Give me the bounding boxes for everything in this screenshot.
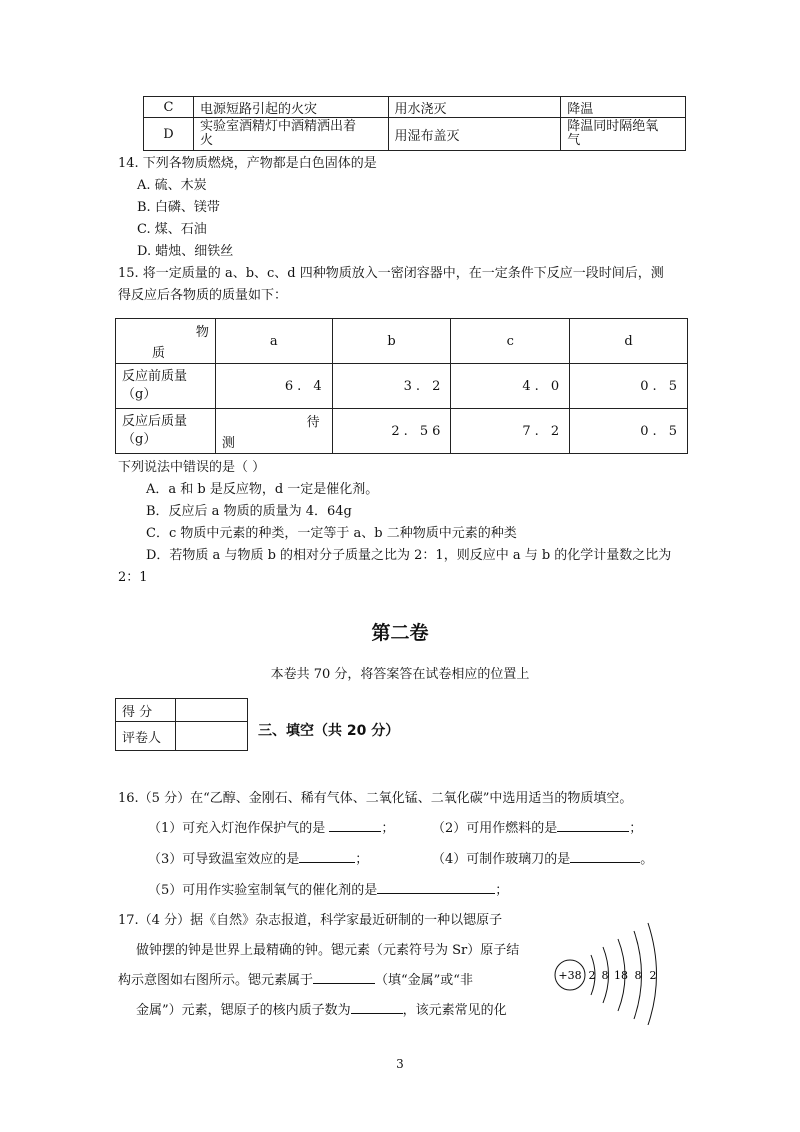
atom-diagram (550, 915, 670, 1025)
answer-blank[interactable] (329, 818, 381, 832)
question-17-line2: 做钟摆的钟是世界上最精确的钟。锶元素（元素符号为 Sr）原子结 (136, 943, 520, 958)
fire-principle-line: 气 (567, 133, 581, 148)
table-row (116, 409, 688, 454)
semicolon: ； (629, 821, 643, 836)
col-header-c: c (451, 319, 570, 364)
row-label: D (144, 118, 194, 151)
fire-cause (193, 118, 388, 151)
electron-count: 2 (588, 969, 596, 982)
fire-cause-line: 火 (199, 133, 213, 148)
fire-cause-line: 实验室酒精灯中酒精洒出着 (199, 119, 356, 134)
question-17-line1: 17.（4 分）据《自然》杂志报道，科学家最近研制的一种以锶原子 (118, 913, 503, 928)
table-cell: 4. 0 (451, 364, 570, 409)
header-corner-top: 物 (195, 325, 209, 340)
electron-count: 8 (601, 969, 609, 982)
row-label-line: 反应后质量 (122, 414, 188, 429)
table-cell: 0. 5 (570, 364, 688, 409)
part-two-title: 第二卷 (371, 622, 429, 644)
fire-principle (561, 118, 686, 151)
q16-item-4 (432, 848, 653, 867)
q15-option-d: D．若物质 a 与物质 b 的相对分子质量之比为 2：1，则反应中 a 与 b 的化学计量数之比为 (146, 548, 672, 563)
question-17-line3 (118, 969, 473, 988)
period: 。 (640, 852, 654, 867)
question-15-ask: 下列说法中错误的是（ ） (118, 460, 266, 475)
table-row (116, 319, 688, 364)
score-box (115, 698, 248, 751)
score-label: 得 分 (116, 699, 176, 722)
question-17-line4 (136, 999, 507, 1018)
table-row (144, 118, 686, 151)
q16-item-3-text: （3）可导致温室效应的是 (148, 852, 300, 867)
semicolon: ； (495, 883, 509, 898)
score-value (175, 699, 247, 722)
semicolon: ； (381, 821, 395, 836)
electron-count: 8 (634, 969, 642, 982)
table-cell: 0. 5 (570, 409, 688, 454)
table-row (116, 722, 248, 751)
col-header-b: b (332, 319, 451, 364)
mass-table (115, 318, 688, 454)
q16-item-1-text: （1）可充入灯泡作保护气的是 (148, 821, 326, 836)
answer-blank[interactable] (377, 880, 495, 894)
page-number: 3 (396, 1057, 404, 1071)
answer-blank[interactable] (557, 818, 629, 832)
fire-principle-line: 降温同时隔绝氧 (567, 119, 659, 134)
row-label (116, 364, 216, 409)
col-header-d: d (570, 319, 688, 364)
header-corner (116, 319, 216, 364)
q15-option-a: A．a 和 b 是反应物，d 一定是催化剂。 (146, 482, 379, 497)
q17-line4-text-b: ，该元素常见的化 (402, 1003, 507, 1018)
q15-option-b: B．反应后 a 物质的质量为 4．64g (146, 504, 352, 519)
q15-option-c: C．c 物质中元素的种类，一定等于 a、b 二种物质中元素的种类 (146, 526, 517, 541)
row-label (116, 409, 216, 454)
fire-table (143, 96, 686, 151)
table-row (116, 699, 248, 722)
row-label-line: 反应前质量 (122, 369, 188, 384)
fire-method: 用湿布盖灭 (388, 118, 561, 151)
table-row (144, 97, 686, 118)
grader-label: 评卷人 (116, 722, 176, 751)
fire-method: 用水浇灭 (388, 97, 561, 118)
q14-option-c: C. 煤、石油 (137, 222, 207, 237)
fire-principle: 降温 (561, 97, 686, 118)
pending-bottom: 测 (221, 436, 235, 451)
answer-blank[interactable] (570, 849, 640, 863)
table-cell: 3. 2 (332, 364, 451, 409)
q15-option-d-wrap: 2：1 (118, 570, 148, 585)
q16-item-2-text: （2）可用作燃料的是 (432, 821, 558, 836)
section-heading: 三、填空（共 20 分） (258, 723, 400, 739)
semicolon: ； (355, 852, 369, 867)
q14-option-b: B. 白磷、镁带 (137, 200, 220, 215)
table-cell: 6. 4 (215, 364, 332, 409)
part-two-instruction: 本卷共 70 分，将答案答在试卷相应的位置上 (270, 667, 530, 682)
header-corner-bottom: 质 (152, 346, 166, 361)
table-cell: 7. 2 (451, 409, 570, 454)
q17-line3-text: 构示意图如右图所示。锶元素属于 (118, 973, 314, 988)
q14-option-d: D. 蜡烛、细铁丝 (137, 244, 234, 259)
fire-cause: 电源短路引起的火灾 (193, 97, 388, 118)
table-cell: 2. 56 (332, 409, 451, 454)
row-label: C (144, 97, 194, 118)
answer-blank[interactable] (299, 849, 355, 863)
nucleus-label: +38 (558, 969, 582, 982)
row-label-line: （g） (122, 387, 157, 402)
answer-blank[interactable] (351, 1000, 403, 1014)
answer-blank[interactable] (313, 970, 375, 984)
table-cell-pending (215, 409, 332, 454)
q16-item-2 (432, 817, 642, 836)
pending-top: 待 (306, 415, 320, 430)
col-header-a: a (215, 319, 332, 364)
q16-item-5-text: （5）可用作实验室制氧气的催化剂的是 (148, 883, 378, 898)
q16-item-5 (148, 879, 508, 898)
q16-item-1 (148, 817, 394, 836)
question-15-stem: 15. 将一定质量的 a、b、c、d 四种物质放入一密闭容器中，在一定条件下反应一段时间后，测 (118, 266, 664, 281)
row-label-line: （g） (122, 432, 157, 447)
q17-line4-text: 金属”）元素，锶原子的核内质子数为 (136, 1003, 351, 1018)
electron-count: 18 (614, 969, 628, 982)
table-row (116, 364, 688, 409)
question-16-stem: 16.（5 分）在“乙醇、金刚石、稀有气体、二氧化锰、二氧化碳”中选用适当的物质填空。 (118, 791, 633, 806)
grader-value (175, 722, 247, 751)
q16-item-3 (148, 848, 368, 867)
q17-line3-text-b: （填“金属”或“非 (375, 973, 473, 988)
question-15-stem-cont: 得反应后各物质的质量如下： (118, 288, 288, 303)
q14-option-a: A. 硫、木炭 (137, 178, 207, 193)
q16-item-4-text: （4）可制作玻璃刀的是 (432, 852, 571, 867)
electron-count: 2 (649, 969, 657, 982)
question-14-stem: 14. 下列各物质燃烧，产物都是白色固体的是 (118, 156, 377, 171)
